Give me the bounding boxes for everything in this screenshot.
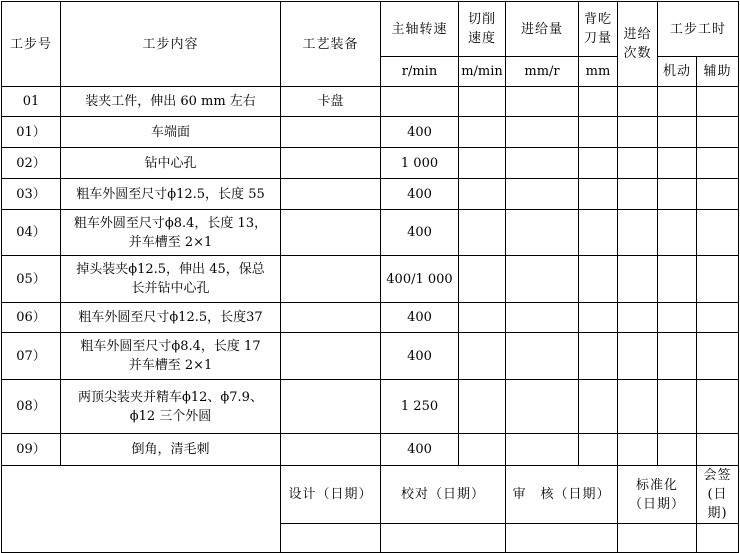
step-speed: 1 000 xyxy=(381,148,459,179)
table-row xyxy=(2,380,739,434)
step-speed: 1 250 xyxy=(381,380,459,434)
step-equipment xyxy=(281,434,381,466)
footer-design-value xyxy=(281,524,381,553)
step-content: 车端面 xyxy=(61,117,281,148)
table-row xyxy=(2,87,739,117)
header-passes: 进给 次数 xyxy=(618,2,658,87)
step-equipment xyxy=(281,256,381,303)
footer-countersign: 会签 (日期) xyxy=(697,466,739,524)
table-row xyxy=(2,210,739,256)
unit-feed: mm/r xyxy=(506,57,579,87)
step-content: 倒角，清毛刺 xyxy=(61,434,281,466)
table-row xyxy=(2,303,739,333)
header-machine-time: 机动 xyxy=(658,57,697,87)
step-content: 粗车外圆至尺寸ϕ8.4，长度 13， 并车槽至 2×1 xyxy=(61,210,281,256)
step-no: 05） xyxy=(2,256,61,303)
step-no: 08） xyxy=(2,380,61,434)
header-equipment: 工艺装备 xyxy=(281,2,381,87)
step-content: 粗车外圆至尺寸ϕ12.5，长度 55 xyxy=(61,179,281,210)
footer-review: 审 核（日期） xyxy=(506,466,618,524)
step-content: 钻中心孔 xyxy=(61,148,281,179)
process-card-table xyxy=(1,1,739,553)
table-row xyxy=(2,256,739,303)
header-depth: 背吃 刀量 xyxy=(579,2,618,57)
step-no: 07） xyxy=(2,333,61,380)
step-speed: 400 xyxy=(381,179,459,210)
step-no: 01 xyxy=(2,87,61,117)
step-speed: 400 xyxy=(381,333,459,380)
step-no: 03） xyxy=(2,179,61,210)
unit-depth: mm xyxy=(579,57,618,87)
table-row xyxy=(2,117,739,148)
step-equipment xyxy=(281,210,381,256)
header-content: 工步内容 xyxy=(61,2,281,87)
step-speed: 400/1 000 xyxy=(381,256,459,303)
header-cutting-speed: 切削 速度 xyxy=(459,2,506,57)
footer-countersign-value xyxy=(697,524,739,553)
header-step-no: 工步号 xyxy=(2,2,61,87)
table-row xyxy=(2,148,739,179)
step-content: 两顶尖装夹并精车ϕ12、ϕ7.9、 ϕ12 三个外圆 xyxy=(61,380,281,434)
table-row xyxy=(2,333,739,380)
footer-check: 校对（日期） xyxy=(381,466,506,524)
step-speed: 400 xyxy=(381,303,459,333)
header-aux-time: 辅助 xyxy=(697,57,739,87)
step-equipment xyxy=(281,303,381,333)
step-content: 粗车外圆至尺寸ϕ12.5，长度37 xyxy=(61,303,281,333)
header-step-time: 工步工时 xyxy=(658,2,739,57)
footer-blank xyxy=(2,466,281,553)
step-content: 粗车外圆至尺寸ϕ8.4，长度 17 并车槽至 2×1 xyxy=(61,333,281,380)
step-no: 01） xyxy=(2,117,61,148)
footer-standard-value xyxy=(618,524,697,553)
unit-speed: r/min xyxy=(381,57,459,87)
step-content: 装夹工件，伸出 60 mm 左右 xyxy=(61,87,281,117)
step-no: 09） xyxy=(2,434,61,466)
step-equipment xyxy=(281,179,381,210)
step-speed xyxy=(381,87,459,117)
header-feed: 进给量 xyxy=(506,2,579,57)
step-no: 04） xyxy=(2,210,61,256)
header-spindle-speed: 主轴转速 xyxy=(381,2,459,57)
unit-cutting: m/min xyxy=(459,57,506,87)
footer-check-value xyxy=(381,524,506,553)
footer-design: 设计（日期） xyxy=(281,466,381,524)
step-equipment xyxy=(281,117,381,148)
footer-review-value xyxy=(506,524,618,553)
step-speed: 400 xyxy=(381,117,459,148)
footer-standard: 标准化 （日期） xyxy=(618,466,697,524)
step-equipment xyxy=(281,148,381,179)
step-equipment xyxy=(281,333,381,380)
step-speed: 400 xyxy=(381,434,459,466)
step-no: 06） xyxy=(2,303,61,333)
step-content: 掉头装夹ϕ12.5，伸出 45，保总 长并钻中心孔 xyxy=(61,256,281,303)
table-row xyxy=(2,434,739,466)
step-equipment xyxy=(281,380,381,434)
step-equipment: 卡盘 xyxy=(281,87,381,117)
step-speed: 400 xyxy=(381,210,459,256)
step-no: 02） xyxy=(2,148,61,179)
table-row xyxy=(2,179,739,210)
